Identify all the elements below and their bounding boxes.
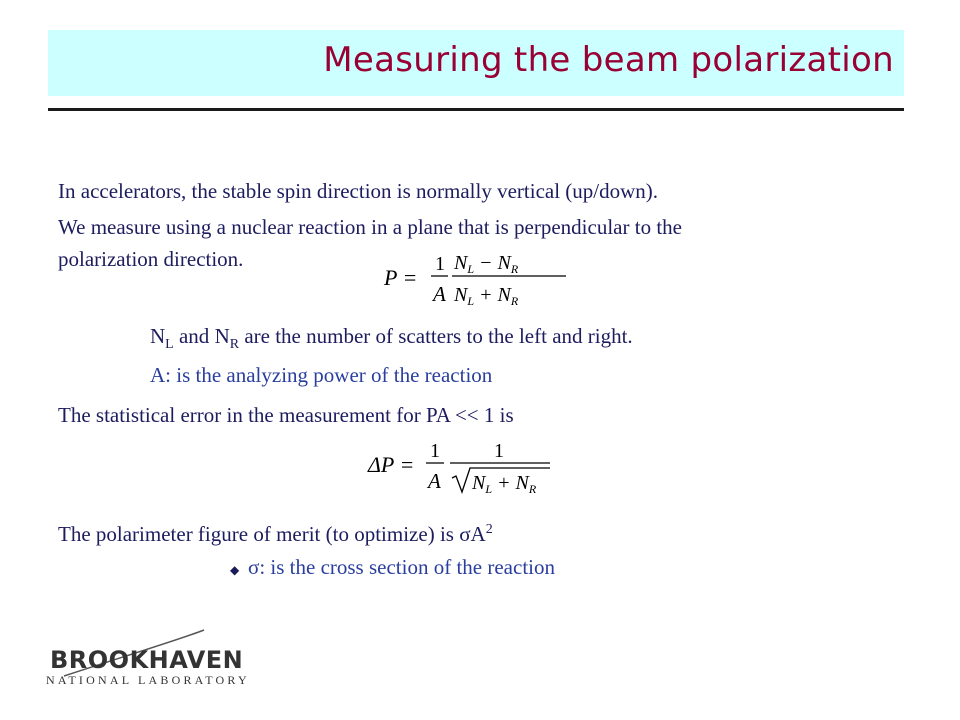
error-a: A	[428, 469, 441, 493]
text-line-statistical-error: The statistical error in the measurement for PA << 1 is	[58, 403, 514, 427]
formula-a: A	[433, 282, 446, 306]
text-line-measure: We measure using a nuclear reaction in a plane that is perpendicular to the	[58, 215, 682, 239]
error-one: 1	[430, 440, 440, 462]
slide-title: Measuring the beam polarization	[323, 40, 894, 80]
text-line-cross-section: σ: is the cross section of the reaction	[248, 555, 555, 579]
formula-den-n: N	[454, 284, 468, 306]
text-line-nl-nr: $N_L$ and $N_R$ are the number of scatters to the left and right.	[150, 324, 633, 352]
text-line-polarization-direction: polarization direction.	[58, 247, 244, 271]
error-lhs: ΔP =	[368, 452, 415, 477]
error-den-n: N	[472, 472, 486, 494]
text-line-figure-of-merit: The polarimeter figure of merit (to optimize) is $\sigma A^2$	[58, 522, 493, 546]
title-divider	[48, 108, 904, 111]
formula-num-n: N	[454, 252, 468, 274]
text-line-accelerators: In accelerators, the stable spin direction is normally vertical (up/down).	[58, 179, 659, 203]
error-formula	[368, 432, 568, 498]
logo-name: BROOKHAVEN	[50, 646, 244, 674]
formula-one: 1	[435, 253, 445, 275]
formula-lhs: P =	[384, 265, 418, 290]
diamond-bullet-icon: ◆	[230, 563, 240, 577]
error-one-2: 1	[494, 440, 504, 462]
polarization-formula	[378, 245, 578, 311]
title-bar	[48, 30, 904, 96]
svg-text:NL − NR: $N_L - N_R$	[454, 252, 519, 276]
svg-text:NL + NR: $N_L + N_R$	[472, 472, 537, 496]
svg-text:NL + NR: $N_L + N_R$	[454, 284, 519, 308]
text-line-analyzing-power: A: is the analyzing power of the reaction	[150, 363, 493, 387]
brookhaven-logo	[44, 628, 264, 704]
logo-subtitle: NATIONAL LABORATORY	[46, 673, 250, 687]
